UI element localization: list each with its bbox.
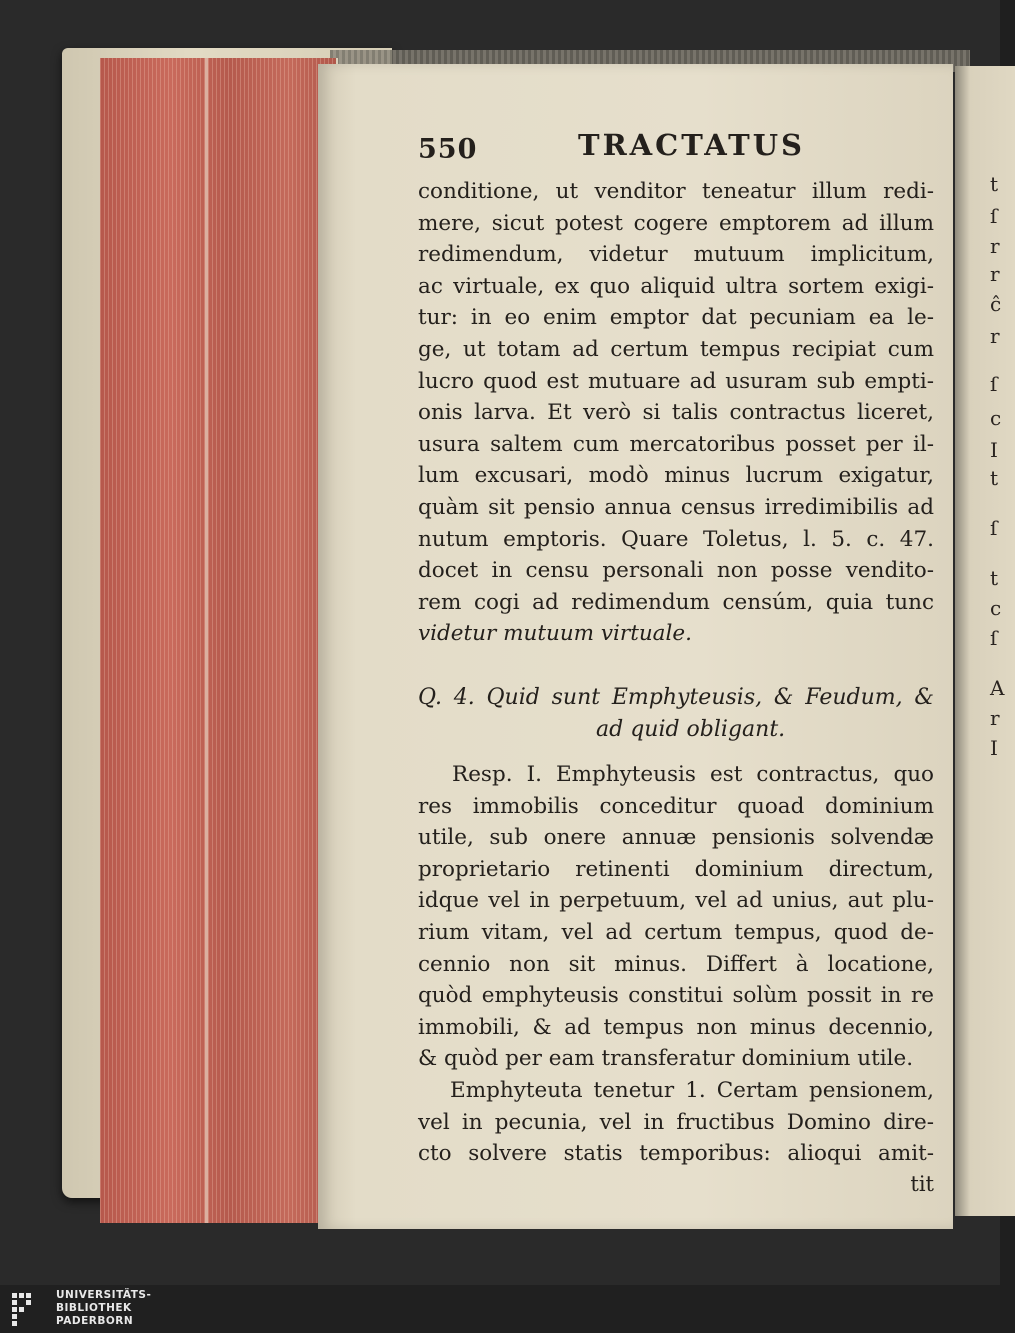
text-line: & quòd per eam transferatur dominium utile. <box>418 1046 914 1072</box>
right-page-char: ſ <box>990 204 998 228</box>
library-name-line: BIBLIOTHEK <box>56 1302 132 1314</box>
text-line: immobili, & ad tempus non minus decennio, <box>418 1014 934 1040</box>
right-page-char: r <box>990 706 1000 730</box>
text-line: idque vel in perpetuum, vel ad unius, aut plu- <box>418 888 934 914</box>
question-line: Q. 4. Quid sunt Emphyteusis, & Feudum, & <box>418 684 934 710</box>
right-page-char: ſ <box>990 626 998 650</box>
text-line: vel in pecunia, vel in fructibus Domino dire- <box>418 1109 934 1135</box>
question-line: ad quid obligant. <box>596 716 786 742</box>
text-line: rem cogi ad redimendum censúm, quia tunc <box>418 589 934 615</box>
right-page-char: c <box>990 596 1002 620</box>
right-page-char: I <box>990 736 998 760</box>
text-line-italic: videtur mutuum virtuale. <box>418 621 692 647</box>
text-line: Resp. I. Emphyteusis est contractus, quo <box>452 762 934 788</box>
page-edge-divider <box>205 58 208 1223</box>
text-line: cennio non sit minus. Differt à locatione, <box>418 951 934 977</box>
right-page-char: t <box>990 466 999 490</box>
text-line: proprietario retinenti dominium directum, <box>418 856 934 882</box>
right-page-char: ſ <box>990 372 998 396</box>
right-page-char: r <box>990 324 1000 348</box>
question-heading <box>418 682 934 745</box>
right-page-char: I <box>990 438 998 462</box>
text-line: lum excusari, modò minus lucrum exigatur, <box>418 463 934 489</box>
text-line: ge, ut totam ad certum tempus recipiat cum <box>418 336 934 362</box>
text-line: quàm sit pensio annua census irredimibilis ad <box>418 494 934 520</box>
library-name-line: UNIVERSITÄTS- <box>56 1289 152 1301</box>
library-name-line: PADERBORN <box>56 1315 134 1327</box>
library-name <box>56 1289 151 1328</box>
text-line: redimendum, videtur mutuum implicitum, <box>418 242 934 268</box>
answer-paragraph <box>418 759 934 1198</box>
text-line: tur: in eo enim emptor dat pecuniam ea le- <box>418 305 934 331</box>
text-line: onis larva. Et verò si talis contractus liceret, <box>418 400 934 426</box>
text-line: docet in censu personali non posse vendito- <box>418 558 934 584</box>
red-page-edges <box>100 58 338 1223</box>
text-line: mere, sicut potest cogere emptorem ad illum <box>418 210 934 236</box>
page-header <box>418 128 934 176</box>
right-page-char: t <box>990 172 999 196</box>
text-line: rium vitam, vel ad certum tempus, quod de- <box>418 920 934 946</box>
right-page-fragment <box>955 66 1015 1216</box>
text-line: lucro quod est mutuare ad usuram sub empti- <box>418 368 934 394</box>
text-line: res immobilis conceditur quoad dominium <box>418 793 934 819</box>
text-line: Emphyteuta tenetur 1. Certam pensionem, <box>450 1078 934 1104</box>
paragraph-continued <box>418 176 934 650</box>
library-footer <box>0 1285 1000 1333</box>
text-line: quòd emphyteusis constitui solùm possit in re <box>418 983 934 1009</box>
right-page-char: ſ <box>990 516 998 540</box>
right-page-char: c <box>990 406 1002 430</box>
text-line: conditione, ut venditor teneatur illum redi- <box>418 179 934 204</box>
right-page-char: ĉ <box>990 292 1002 316</box>
text-line: usura saltem cum mercatoribus posset per il- <box>418 431 934 457</box>
page-text <box>418 128 934 1198</box>
right-page-char: t <box>990 566 999 590</box>
text-line: utile, sub onere annuæ pensionis solvendæ <box>418 825 934 851</box>
text-line: ac virtuale, ex quo aliquid ultra sortem exigi- <box>418 273 934 299</box>
right-page-char: r <box>990 262 1000 286</box>
running-title: TRACTATUS <box>578 128 805 162</box>
right-page-char: r <box>990 234 1000 258</box>
right-page-char: A <box>990 676 1005 700</box>
university-library-logo-icon <box>10 1291 46 1327</box>
catchword: tit <box>910 1171 934 1196</box>
page-number: 550 <box>418 134 478 165</box>
text-line: cto solvere statis temporibus: alioqui amit- <box>418 1141 934 1167</box>
text-line: nutum emptoris. Quare Toletus, l. 5. c. 47. <box>418 526 934 552</box>
